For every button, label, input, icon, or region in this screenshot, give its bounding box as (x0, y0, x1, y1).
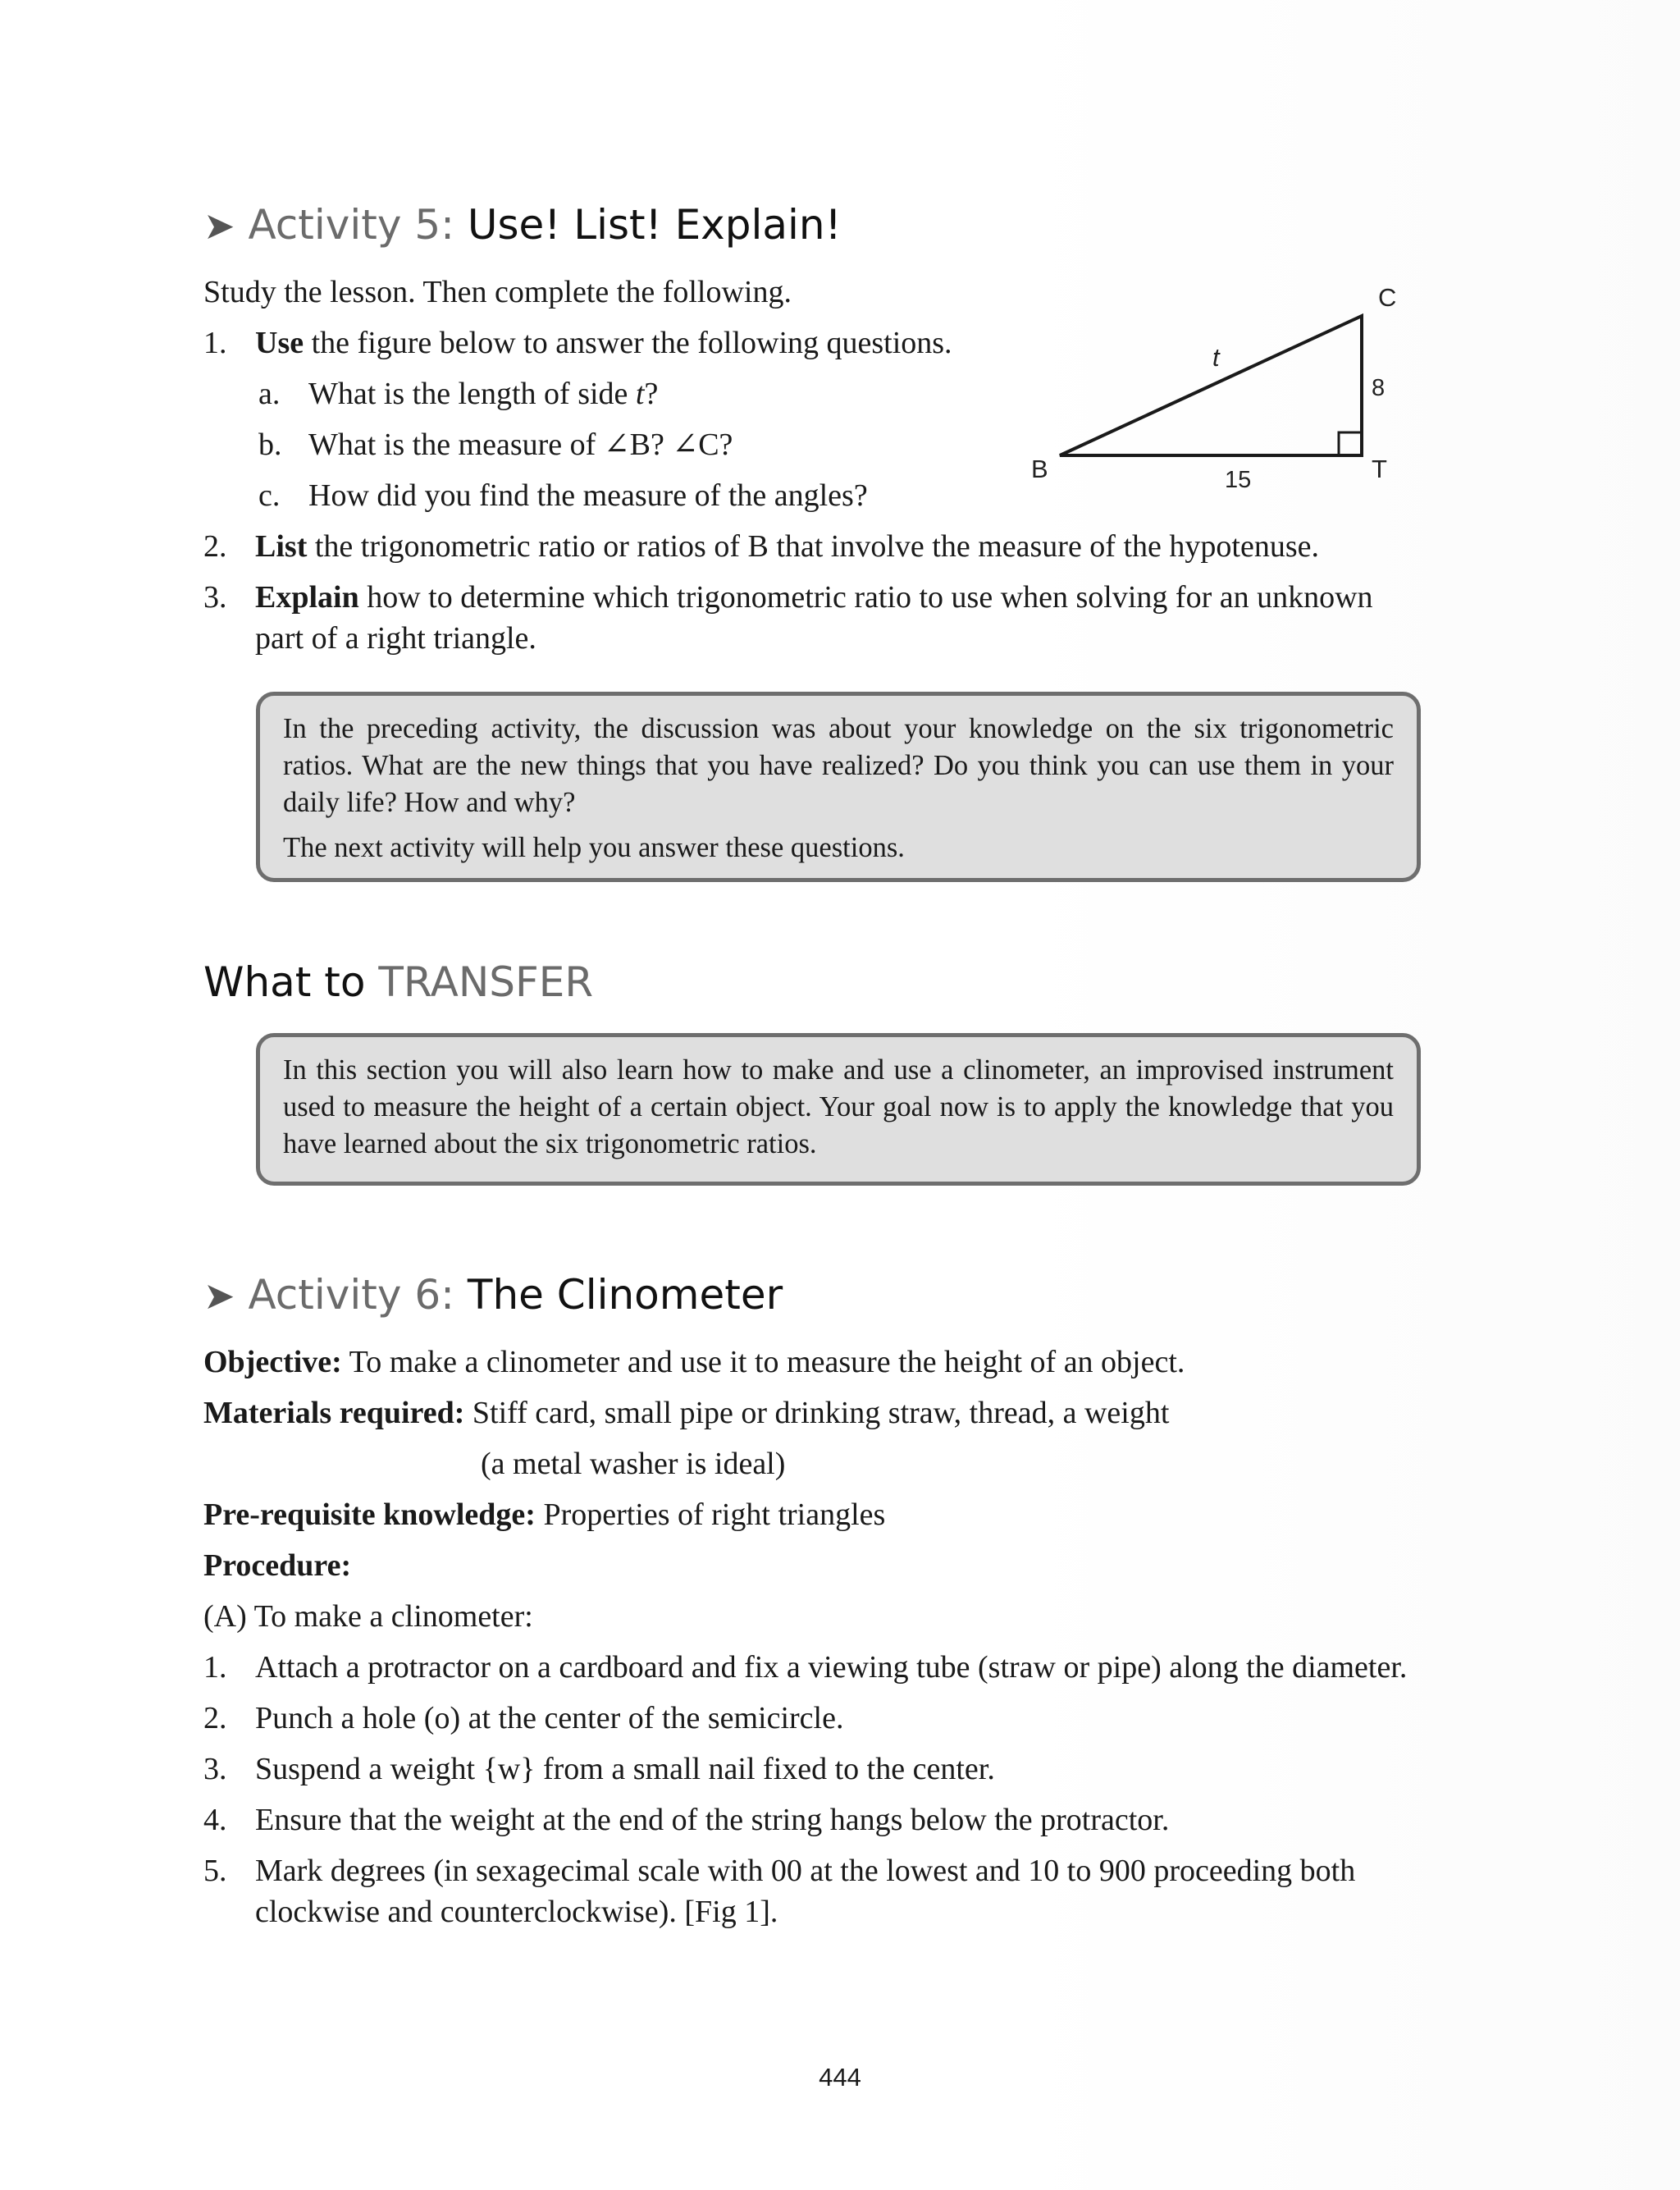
step-4-number: 4. (203, 1803, 227, 1837)
materials-text-1: Stiff card, small pipe or drinking straw, thread, a weight (472, 1396, 1170, 1430)
objective-label: Objective: (203, 1345, 342, 1379)
activity-6-title: The Clinometer (467, 1271, 783, 1319)
reflection-paragraph-1: In the preceding activity, the discussion was about your knowledge on the six trigonometric ratios. What are the new things that you have realized? Do you think you can use them in your daily life? How and why? (283, 713, 1394, 818)
prereq-text: Properties of right triangles (543, 1497, 886, 1532)
question-1b-text: What is the measure of ∠B? ∠C? (308, 427, 733, 462)
question-3-line-2: part of a right triangle. (255, 621, 536, 656)
question-1a-variable: t (635, 377, 645, 411)
procedure-label-text: Procedure: (203, 1548, 352, 1583)
step-3-text: Suspend a weight {w} from a small nail fixed to the center. (255, 1752, 995, 1786)
right-triangle-figure (1017, 271, 1444, 501)
question-2-text (255, 528, 1319, 565)
question-1-number: 1. (203, 326, 227, 360)
step-2-text: Punch a hole (o) at the center of the semicircle. (255, 1701, 844, 1735)
side-t-label: t (1212, 343, 1220, 372)
question-1c-letter: c. (258, 478, 281, 513)
activity-6-heading (203, 1270, 783, 1320)
question-1-text (255, 324, 952, 362)
side-8-label: 8 (1372, 375, 1386, 401)
question-2-keyword: List (255, 529, 308, 564)
question-3-keyword: Explain (255, 580, 359, 615)
materials-text-2: (a metal washer is ideal) (481, 1447, 786, 1481)
vertex-b-label: B (1031, 455, 1048, 483)
step-5-text-line-1: Mark degrees (in sexagecimal scale with 00 at the lowest and 10 to 900 proceeding both (255, 1854, 1356, 1888)
activity-5-title: Use! List! Explain! (467, 201, 842, 249)
objective-line (203, 1343, 1185, 1381)
step-2-number: 2. (203, 1701, 227, 1735)
side-15-label: 15 (1225, 467, 1252, 493)
prereq-label: Pre-requisite knowledge: (203, 1497, 536, 1532)
question-3-line-1 (255, 578, 1373, 616)
reflection-paragraph-2: The next activity will help you answer these questions. (283, 832, 905, 863)
step-1-number: 1. (203, 1650, 227, 1685)
transfer-box (256, 1033, 1421, 1186)
activity-5-heading (203, 200, 842, 250)
step-4-text: Ensure that the weight at the end of the string hangs below the protractor. (255, 1803, 1170, 1837)
activity-6-prefix: Activity 6: (248, 1271, 454, 1319)
activity-5-prefix: Activity 5: (248, 201, 454, 249)
triangle-outline (1060, 316, 1362, 455)
materials-label: Materials required: (203, 1396, 465, 1430)
part-a-label: (A) To make a clinometer: (203, 1599, 533, 1634)
step-3-number: 3. (203, 1752, 227, 1786)
vertex-c-label: C (1378, 283, 1397, 312)
right-angle-marker (1339, 432, 1362, 455)
arrow-right-icon: ➤ (203, 1273, 235, 1318)
activity-5-intro: Study the lesson. Then complete the following. (203, 275, 792, 309)
procedure-label (203, 1547, 351, 1584)
reflection-box (256, 692, 1421, 882)
step-1-text: Attach a protractor on a cardboard and fix a viewing tube (straw or pipe) along the diameter. (255, 1650, 1408, 1685)
question-1a-text (308, 375, 658, 413)
question-1-body: the figure below to answer the following questions. (311, 326, 952, 360)
vertex-t-label: T (1372, 455, 1387, 483)
question-2-body: the trigonometric ratio or ratios of B that involve the measure of the hypotenuse. (314, 529, 1319, 564)
materials-line (203, 1394, 1169, 1432)
arrow-right-icon: ➤ (203, 203, 235, 248)
question-1-keyword: Use (255, 326, 304, 360)
question-3-number: 3. (203, 580, 227, 615)
prereq-line (203, 1496, 885, 1534)
question-2-number: 2. (203, 529, 227, 564)
transfer-box-text: In this section you will also learn how to make and use a clinometer, an improvised instrument used to measure the height of a certain object. Your goal now is to apply the knowledge that you have learned about the six trigonometric ratios. (283, 1054, 1394, 1159)
question-1a-before: What is the length of side (308, 377, 636, 411)
question-1b-letter: b. (258, 427, 282, 462)
question-1a-letter: a. (258, 377, 281, 411)
page-number: 444 (819, 2063, 861, 2092)
transfer-heading (203, 958, 593, 1007)
question-3-body: how to determine which trigonometric ratio to use when solving for an unknown (367, 580, 1373, 615)
step-5-number: 5. (203, 1854, 227, 1888)
transfer-title-gray: TRANSFER (378, 958, 594, 1006)
step-5-text-line-2: clockwise and counterclockwise). [Fig 1]. (255, 1895, 778, 1929)
objective-text: To make a clinometer and use it to measure the height of an object. (349, 1345, 1185, 1379)
question-1c-text: How did you find the measure of the angles? (308, 478, 868, 513)
question-1a-after: ? (644, 377, 659, 411)
transfer-title-dark: What to (203, 958, 366, 1006)
